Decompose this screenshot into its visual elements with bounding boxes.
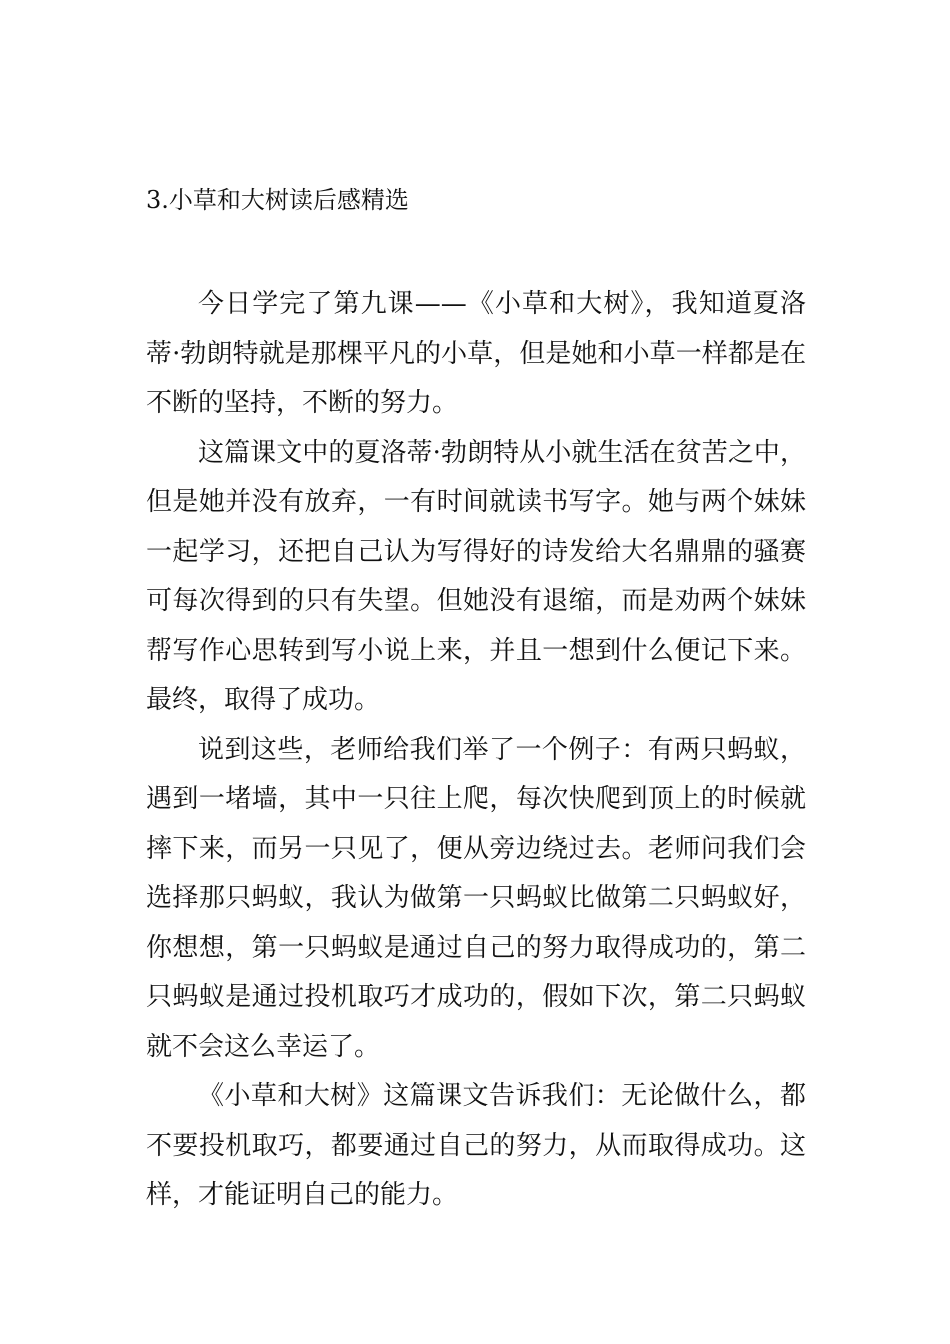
paragraph-1: 今日学完了第九课——《小草和大树》，我知道夏洛蒂·勃朗特就是那棵平凡的小草，但是她和小草一样都是在不断的坚持，不断的努力。 bbox=[146, 289, 806, 418]
document-body bbox=[146, 280, 806, 1221]
paragraph-4: 《小草和大树》这篇课文告诉我们：无论做什么，都不要投机取巧，都要通过自己的努力，从而取得成功。这样，才能证明自己的能力。 bbox=[146, 1081, 806, 1210]
document-title: 3.小草和大树读后感精选 bbox=[146, 186, 409, 214]
paragraph-3: 说到这些，老师给我们举了一个例子：有两只蚂蚁，遇到一堵墙，其中一只往上爬，每次快爬到顶上的时候就摔下来，而另一只见了，便从旁边绕过去。老师问我们会选择那只蚂蚁，我认为做第一只蚂蚁比做第二只蚂蚁好，你想想，第一只蚂蚁是通过自己的努力取得成功的，第二只蚂蚁是通过投机取巧才成功的，假如下次，第二只蚂蚁就不会这么幸运了。 bbox=[146, 734, 806, 1062]
paragraph-2: 这篇课文中的夏洛蒂·勃朗特从小就生活在贫苦之中，但是她并没有放弃，一有时间就读书写字。她与两个妹妹一起学习，还把自己认为写得好的诗发给大名鼎鼎的骚赛可每次得到的只有失望。但她没有退缩，而是劝两个妹妹帮写作心思转到写小说上来，并且一想到什么便记下来。最终，取得了成功。 bbox=[146, 437, 806, 715]
